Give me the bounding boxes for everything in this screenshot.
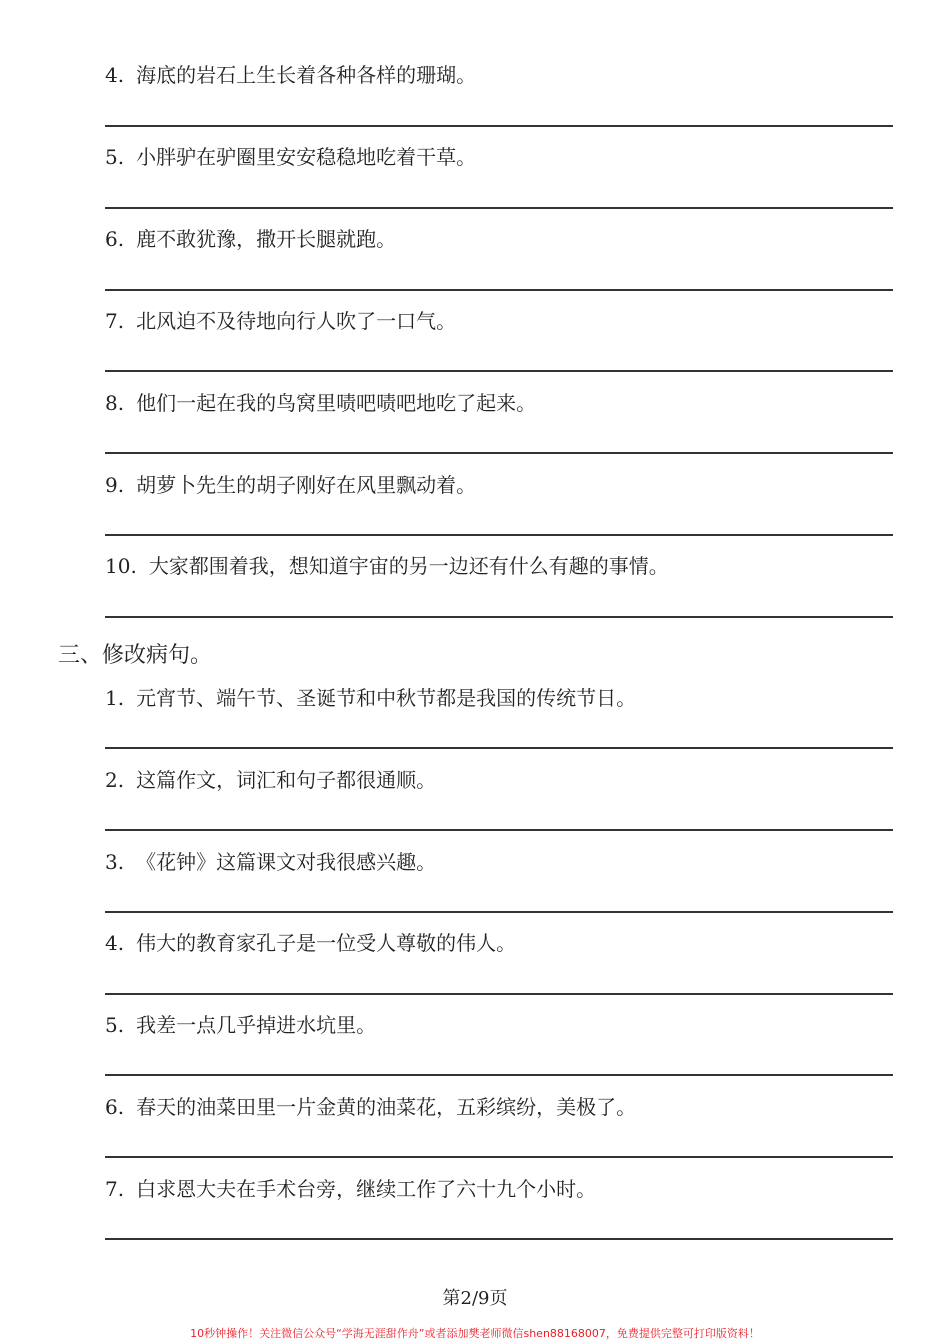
answer-line <box>105 534 893 536</box>
item-text: 鹿不敢犹豫，撒开长腿就跑。 <box>136 227 397 251</box>
answer-line <box>105 1156 893 1158</box>
answer-line <box>105 1238 893 1240</box>
exercise-item <box>105 389 536 417</box>
item-number: 10. <box>105 554 137 578</box>
item-number: 2. <box>105 768 125 792</box>
exercise-item <box>105 225 396 253</box>
item-number: 4. <box>105 63 125 87</box>
item-number: 8. <box>105 391 125 415</box>
answer-line <box>105 829 893 831</box>
answer-line <box>105 452 893 454</box>
item-text: 胡萝卜先生的胡子刚好在风里飘动着。 <box>136 473 477 497</box>
item-number: 7. <box>105 309 125 333</box>
item-number: 4. <box>105 931 125 955</box>
exercise-item <box>105 1093 636 1121</box>
item-text: 大家都围着我，想知道宇宙的另一边还有什么有趣的事情。 <box>148 554 669 578</box>
item-text: 元宵节、端午节、圣诞节和中秋节都是我国的传统节日。 <box>136 686 637 710</box>
item-number: 3. <box>105 850 125 874</box>
answer-line <box>105 207 893 209</box>
item-text: 小胖驴在驴圈里安安稳稳地吃着干草。 <box>136 145 477 169</box>
item-number: 9. <box>105 473 125 497</box>
answer-line <box>105 616 893 618</box>
item-number: 6. <box>105 1095 125 1119</box>
item-number: 1. <box>105 686 125 710</box>
item-text: 白求恩大夫在手术台旁，继续工作了六十九个小时。 <box>136 1177 597 1201</box>
exercise-item <box>105 471 476 499</box>
section-heading: 三、修改病句。 <box>58 643 213 668</box>
exercise-item <box>105 1011 376 1039</box>
item-text: 《花钟》这篇课文对我很感兴趣。 <box>136 850 437 874</box>
exercise-item <box>105 1175 596 1203</box>
answer-line <box>105 370 893 372</box>
item-text: 他们一起在我的鸟窝里啧吧啧吧地吃了起来。 <box>136 391 537 415</box>
footer-note: 10秒钟操作！关注微信公众号“学海无涯甜作舟”或者添加樊老师微信shen88168007，免费提供完整可打印版资料！ <box>190 1327 760 1340</box>
answer-line <box>105 993 893 995</box>
item-text: 我差一点几乎掉进水坑里。 <box>136 1013 377 1037</box>
page-number: 第2/9页 <box>442 1288 508 1309</box>
item-text: 伟大的教育家孔子是一位受人尊敬的伟人。 <box>136 931 517 955</box>
item-text: 北风迫不及待地向行人吹了一口气。 <box>136 309 457 333</box>
item-number: 5. <box>105 145 125 169</box>
item-number: 5. <box>105 1013 125 1037</box>
exercise-item <box>105 552 669 580</box>
answer-line <box>105 125 893 127</box>
exercise-item <box>105 307 456 335</box>
exercise-item <box>105 929 516 957</box>
answer-line <box>105 289 893 291</box>
exercise-item <box>105 143 476 171</box>
answer-line <box>105 747 893 749</box>
exercise-item <box>105 766 436 794</box>
exercise-item <box>105 61 476 89</box>
answer-line <box>105 911 893 913</box>
item-text: 春天的油菜田里一片金黄的油菜花，五彩缤纷，美极了。 <box>136 1095 637 1119</box>
item-text: 这篇作文，词汇和句子都很通顺。 <box>136 768 437 792</box>
answer-line <box>105 1074 893 1076</box>
item-number: 7. <box>105 1177 125 1201</box>
exercise-item <box>105 684 636 712</box>
exercise-item <box>105 848 436 876</box>
item-text: 海底的岩石上生长着各种各样的珊瑚。 <box>136 63 477 87</box>
item-number: 6. <box>105 227 125 251</box>
